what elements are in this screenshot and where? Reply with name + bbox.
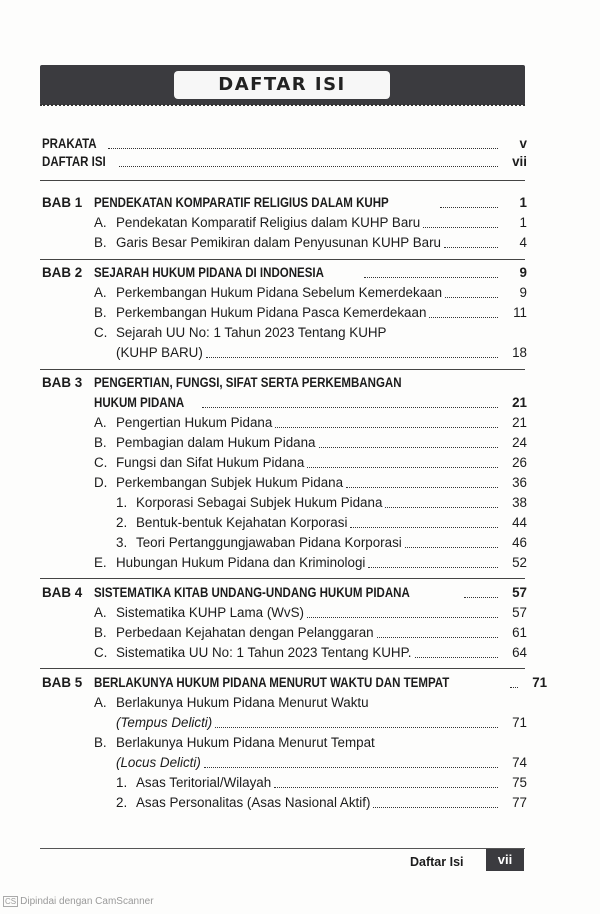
- toc-row-bab-3[interactable]: [42, 374, 527, 392]
- toc-page-number: 9: [519, 285, 527, 300]
- toc-page-number: 71: [512, 715, 527, 730]
- toc-row-subitem[interactable]: [42, 774, 527, 792]
- dot-leader: [215, 727, 498, 728]
- item-number: 3.: [116, 535, 128, 550]
- item-letter: C.: [94, 455, 108, 470]
- section-divider: [40, 578, 525, 579]
- toc-page-number: 75: [512, 775, 527, 790]
- item-text: Hubungan Hukum Pidana dan Kriminologi: [116, 555, 366, 570]
- item-text: Berlakunya Hukum Pidana Menurut Waktu: [116, 695, 369, 710]
- item-text: Perkembangan Hukum Pidana Pasca Kemerdekaan: [116, 305, 427, 320]
- toc-row-item[interactable]: [42, 454, 527, 472]
- toc-page-number: 44: [512, 515, 527, 530]
- item-letter: B.: [94, 235, 107, 250]
- chapter-number: BAB 1: [42, 195, 83, 210]
- footer-page-number: vii: [486, 849, 524, 871]
- dot-leader: [423, 227, 498, 228]
- dot-leader: [445, 297, 498, 298]
- item-text: (Tempus Delicti): [116, 715, 213, 730]
- chapter-title: HUKUM PIDANA: [94, 395, 185, 410]
- item-letter: A.: [94, 695, 107, 710]
- item-text: Perkembangan Hukum Pidana Sebelum Kemerdekaan: [116, 285, 443, 300]
- dot-leader: [429, 317, 498, 318]
- dot-leader: [405, 547, 498, 548]
- dot-leader: [510, 687, 518, 688]
- toc-page-number: 57: [512, 605, 527, 620]
- toc-row-bab-3-continuation[interactable]: [42, 394, 527, 412]
- page-title: DAFTAR ISI: [218, 74, 346, 95]
- toc-row-daftar-isi[interactable]: [42, 153, 527, 171]
- dot-leader: [274, 787, 498, 788]
- toc-page-number: 24: [512, 435, 527, 450]
- dot-leader: [444, 247, 498, 248]
- item-text: Perkembangan Subjek Hukum Pidana: [116, 475, 344, 490]
- title-pill: [174, 71, 390, 99]
- toc-row-item[interactable]: [42, 734, 527, 752]
- toc-page-number: 1: [519, 195, 527, 210]
- item-letter: B.: [94, 625, 107, 640]
- toc-page-number: 74: [512, 755, 527, 770]
- chapter-title: SEJARAH HUKUM PIDANA DI INDONESIA: [94, 265, 324, 280]
- item-letter: D.: [94, 475, 108, 490]
- dot-leader: [307, 467, 498, 468]
- item-text: Garis Besar Pemikiran dalam Penyusunan KUHP Baru: [116, 235, 441, 250]
- dot-leader: [464, 597, 498, 598]
- chapter-number: BAB 5: [42, 675, 83, 690]
- dot-leader: [440, 207, 498, 208]
- toc-row-item[interactable]: [42, 324, 527, 342]
- toc-page-number: 1: [519, 215, 527, 230]
- dot-leader: [204, 767, 498, 768]
- item-text: Korporasi Sebagai Subjek Hukum Pidana: [136, 495, 383, 510]
- dot-leader: [350, 527, 498, 528]
- toc-row-item-continuation[interactable]: [42, 714, 527, 732]
- toc-row-subitem[interactable]: [42, 494, 527, 512]
- item-text: Sistematika KUHP Lama (WvS): [116, 605, 305, 620]
- item-letter: A.: [94, 285, 107, 300]
- chapter-title: BERLAKUNYA HUKUM PIDANA MENURUT WAKTU DAN TEMPAT: [94, 675, 450, 690]
- dot-leader: [385, 507, 498, 508]
- toc-page-number: 61: [512, 625, 527, 640]
- toc-row-item[interactable]: [42, 234, 527, 252]
- item-text: Berlakunya Hukum Pidana Menurut Tempat: [116, 735, 375, 750]
- toc-page-number: 9: [519, 265, 527, 280]
- toc-page-number: 57: [512, 585, 527, 600]
- item-letter: B.: [94, 435, 107, 450]
- chapter-number: BAB 4: [42, 585, 83, 600]
- toc-row-item[interactable]: [42, 604, 527, 622]
- item-text: Pembagian dalam Hukum Pidana: [116, 435, 316, 450]
- item-letter: A.: [94, 415, 107, 430]
- dot-leader: [364, 277, 498, 278]
- item-letter: A.: [94, 215, 107, 230]
- toc-page-number: 46: [512, 535, 527, 550]
- toc-entry-text: PRAKATA: [42, 136, 97, 151]
- toc-page-number: 77: [512, 795, 527, 810]
- item-text: (Locus Delicti): [116, 755, 201, 770]
- item-letter: B.: [94, 735, 107, 750]
- toc-entry-text: DAFTAR ISI: [42, 154, 106, 169]
- chapter-title: PENGERTIAN, FUNGSI, SIFAT SERTA PERKEMBANGAN: [94, 375, 402, 390]
- toc-page-number: 52: [512, 555, 527, 570]
- section-divider: [40, 369, 525, 370]
- toc-row-item[interactable]: [42, 414, 527, 432]
- toc-row-item[interactable]: [42, 214, 527, 232]
- toc-row-item[interactable]: [42, 554, 527, 572]
- footer-rule: [40, 848, 525, 849]
- item-text: Pendekatan Komparatif Religius dalam KUHP Baru: [116, 215, 421, 230]
- item-number: 2.: [116, 515, 128, 530]
- toc-page-number: 21: [512, 415, 527, 430]
- item-text: Asas Personalitas (Asas Nasional Aktif): [136, 795, 371, 810]
- item-letter: C.: [94, 645, 108, 660]
- item-text: Sejarah UU No: 1 Tahun 2023 Tentang KUHP: [116, 325, 387, 340]
- dot-leader: [206, 357, 498, 358]
- toc-row-item[interactable]: [42, 474, 527, 492]
- chapter-title: SISTEMATIKA KITAB UNDANG-UNDANG HUKUM PIDANA: [94, 585, 410, 600]
- toc-row-item[interactable]: [42, 434, 527, 452]
- toc-row-subitem[interactable]: [42, 534, 527, 552]
- item-text: (KUHP BARU): [116, 345, 203, 360]
- chapter-number: BAB 3: [42, 375, 83, 390]
- title-dotted-rule: [40, 104, 525, 106]
- toc-page-number: v: [519, 136, 527, 151]
- item-letter: E.: [94, 555, 107, 570]
- title-banner: [40, 65, 525, 105]
- dot-leader: [373, 807, 498, 808]
- item-text: Fungsi dan Sifat Hukum Pidana: [116, 455, 305, 470]
- toc-row-item[interactable]: [42, 284, 527, 302]
- dot-leader: [368, 567, 498, 568]
- chapter-title: PENDEKATAN KOMPARATIF RELIGIUS DALAM KUHP: [94, 195, 389, 210]
- toc-page-number: vii: [512, 154, 527, 169]
- dot-leader: [319, 447, 499, 448]
- item-letter: A.: [94, 605, 107, 620]
- dot-leader: [275, 427, 498, 428]
- toc-page-number: 38: [512, 495, 527, 510]
- watermark-text: Dipindai dengan CamScanner: [20, 896, 154, 907]
- section-divider: [40, 259, 525, 260]
- item-text: Perbedaan Kejahatan dengan Pelanggaran: [116, 625, 374, 640]
- item-text: Sistematika UU No: 1 Tahun 2023 Tentang KUHP.: [116, 645, 412, 660]
- scanner-watermark: [3, 896, 154, 907]
- toc-page-number: 18: [512, 345, 527, 360]
- toc-row-item-continuation[interactable]: [42, 344, 527, 362]
- dot-leader: [415, 657, 498, 658]
- dot-leader: [119, 166, 498, 167]
- dot-leader: [202, 407, 498, 408]
- toc-page-number: 36: [512, 475, 527, 490]
- item-text: Bentuk-bentuk Kejahatan Korporasi: [136, 515, 348, 530]
- camscanner-icon: CS: [5, 897, 17, 906]
- toc-row-subitem[interactable]: [42, 514, 527, 532]
- dot-leader: [108, 148, 498, 149]
- chapter-number: BAB 2: [42, 265, 83, 280]
- toc-page-number: 21: [512, 395, 527, 410]
- item-text: Pengertian Hukum Pidana: [116, 415, 273, 430]
- item-number: 1.: [116, 775, 128, 790]
- item-text: Asas Teritorial/Wilayah: [136, 775, 272, 790]
- toc-row-item[interactable]: [42, 694, 527, 712]
- toc-row-item[interactable]: [42, 304, 527, 322]
- item-letter: C.: [94, 325, 108, 340]
- dot-leader: [346, 487, 498, 488]
- toc-row-bab-4[interactable]: [42, 584, 527, 602]
- dot-leader: [307, 617, 498, 618]
- toc-row-item-continuation[interactable]: [42, 754, 527, 772]
- section-divider: [40, 180, 525, 181]
- toc-page-number: 4: [519, 235, 527, 250]
- footer-running-title: Daftar Isi: [410, 855, 464, 869]
- toc-row-bab-2[interactable]: [42, 264, 527, 282]
- toc-row-bab-1[interactable]: [42, 194, 527, 212]
- toc-row-bab-5[interactable]: [42, 674, 548, 692]
- toc-page-number: 11: [513, 305, 527, 320]
- item-number: 1.: [116, 495, 128, 510]
- toc-page-number: 64: [512, 645, 527, 660]
- item-text: Teori Pertanggungjawaban Pidana Korporasi: [136, 535, 402, 550]
- toc-row-subitem[interactable]: [42, 794, 527, 812]
- dot-leader: [377, 637, 498, 638]
- item-number: 2.: [116, 795, 128, 810]
- section-divider: [40, 668, 525, 669]
- toc-page-number: 26: [512, 455, 527, 470]
- toc-row-item[interactable]: [42, 644, 527, 662]
- toc-row-prakata[interactable]: [42, 135, 527, 153]
- toc-row-item[interactable]: [42, 624, 527, 642]
- toc-page-number: 71: [532, 675, 548, 690]
- item-letter: B.: [94, 305, 107, 320]
